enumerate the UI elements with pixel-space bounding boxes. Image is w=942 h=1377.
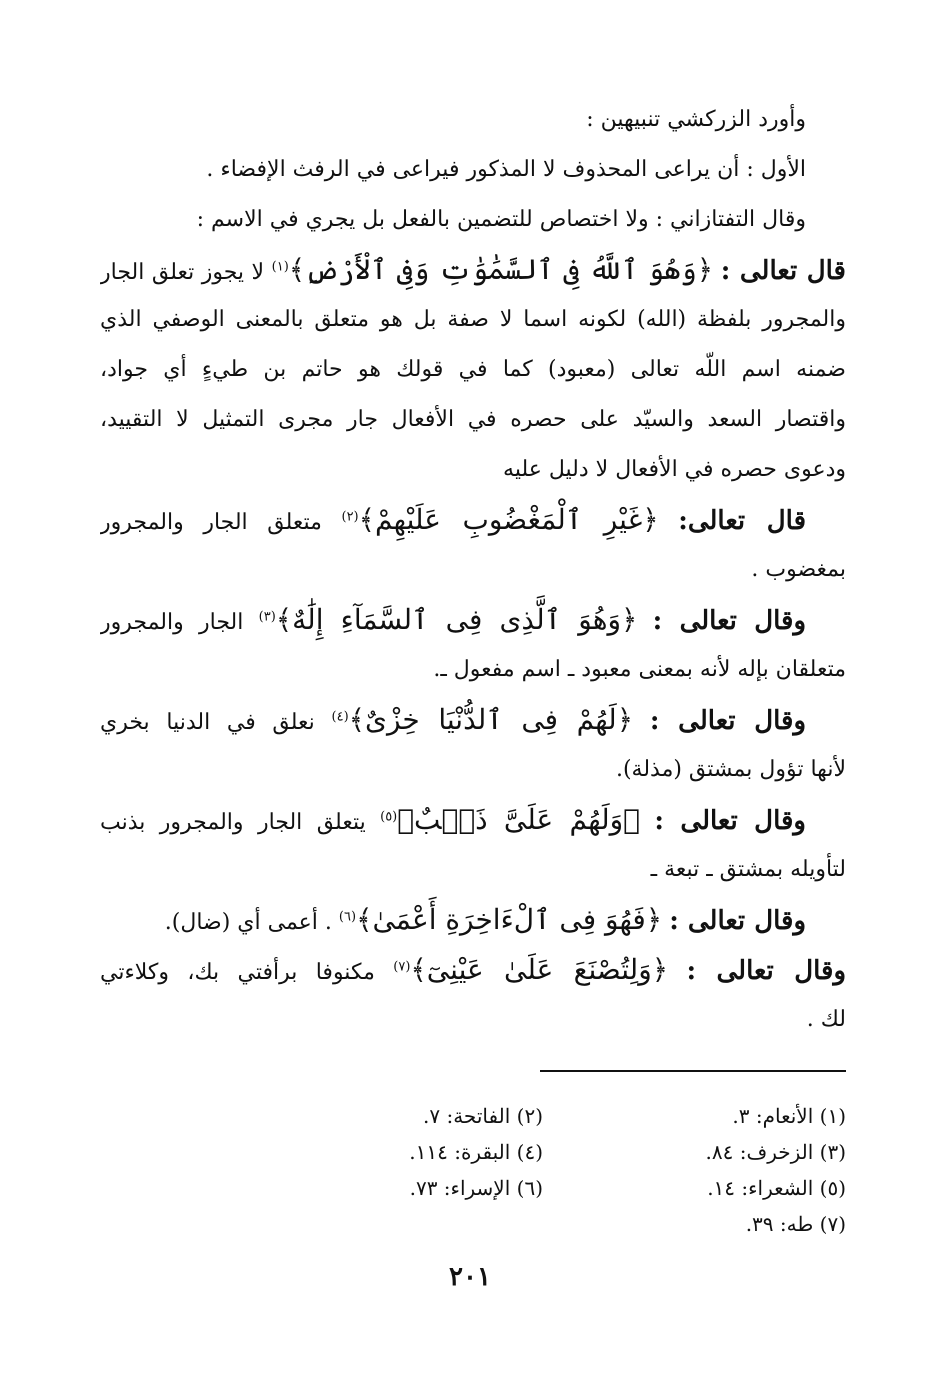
verse-commentary: . أعمى أي (ضال). [164,910,332,935]
footnote-row [240,1170,846,1206]
verse-line [100,595,846,645]
verse-lead: وقال تعالى : [669,906,806,936]
footnote-ref: (٣) [258,609,276,625]
verse-line [100,945,846,995]
text-line: متعلقان بإله لأنه بمعنى معبود ـ اسم مفعول ـ. [433,657,846,682]
quran-verse: ﴿لَهُمْ فِى ٱلدُّنْيَا خِزْىٌ﴾ [348,703,634,736]
text-line: الأول : أن يراعى المحذوف لا المذكور فيراعى في الرفث الإفضاء . [206,157,806,182]
text-line: بمغضوب . [751,557,846,582]
verse-commentary: الجار والمجرور [100,610,244,635]
footnote-ref: (٧) [393,959,411,975]
footnote [240,1206,543,1242]
footnote: (٥) الشعراء: ١٤. [707,1176,846,1200]
footnote-ref: (١) [271,259,289,275]
verse-line [100,245,846,295]
footnote-row [240,1206,846,1242]
footnote: (٢) الفاتحة: ٧. [423,1104,543,1128]
verse-lead: وقال تعالى : [649,706,807,736]
verse-commentary: نعلق في الدنيا بخري [100,710,315,735]
verse-line [100,795,846,845]
text-line: وأورد الزركشي تنبيهين : [586,107,806,132]
footnote-ref: (٢) [341,509,359,525]
footnote-row [240,1098,846,1134]
text-line: ودعوى حصره في الأفعال لا دليل عليه [503,457,846,482]
footnote: (٧) طه: ٣٩. [745,1212,846,1236]
verse-commentary: يتعلق الجار والمجرور بذنب [100,810,366,835]
verse-line [100,695,846,745]
verse-lead: وقال تعالى : [652,606,806,636]
verse-lead: وقال تعالى : [654,806,806,836]
quran-verse: ﴿وَلِتُصْنَعَ عَلَىٰ عَيْنِىٓ﴾ [410,953,669,986]
footnote: (٣) الزخرف: ٨٤. [705,1140,846,1164]
text-line: والمجرور بلفظة (الله) لكونه اسما لا صفة بل هو متعلق بالمعنى الوصفي الذي [100,307,846,332]
footnote-separator [540,1070,846,1072]
text-line: لتأويله بمشتق ـ تبعة ـ [650,857,846,882]
verse-commentary: مكنوفا برأفتي بك، وكلاءتي [100,960,375,985]
page-number: ٢٠١ [449,1262,491,1292]
quran-verse: ﴿وَلَهُمْ عَلَىَّ ذَنۢبٌ﴾ [397,803,640,836]
text-line: لأنها تؤول بمشتق (مذلة). [615,757,846,782]
quran-verse: ﴿وَهُوَ ٱلَّذِى فِى ٱلسَّمَآءِ إِلَٰهٌ﴾ [275,603,638,636]
footnote-ref: (٦) [338,909,357,925]
verse-lead: قال تعالى : [720,256,846,286]
quran-verse: ﴿فَهُوَ فِى ٱلْءَاخِرَةِ أَعْمَىٰ﴾ [356,903,663,936]
footnote: (١) الأنعام: ٣. [732,1104,846,1128]
footnote: (٦) الإسراء: ٧٣. [409,1176,543,1200]
footnote: (٤) البقرة: ١١٤. [409,1140,543,1164]
verse-line [100,895,846,945]
verse-commentary: متعلق الجار والمجرور [100,510,322,535]
main-text [100,95,846,1045]
verse-commentary: لا يجوز تعلق الجار [100,260,265,285]
footnotes [240,1098,846,1242]
verse-line [100,495,846,545]
quran-verse: ﴿وَهُوَ ٱللَّهُ فِى ٱلسَّمَٰوَٰتِ وَفِى ٱلْأَرْضِ﴾ [288,253,714,286]
footnote-row [240,1134,846,1170]
text-line: وقال التفتازاني : ولا اختصاص للتضمين بالفعل بل يجري في الاسم : [196,207,806,232]
text-line: لك . [806,1007,846,1032]
text-line: واقتصار السعد والسيّد على حصره في الأفعال جار مجرى التمثيل لا التقييد، [100,407,846,432]
footnote-ref: (٤) [331,709,349,725]
verse-lead: قال تعالى: [678,506,806,536]
text-line: ضمنه اسم اللّه تعالى (معبود) كما في قولك هو حاتم بن طيءٍ أي جواد، [100,357,846,382]
quran-verse: ﴿غَيْرِ ٱلْمَغْضُوبِ عَلَيْهِمْ﴾ [358,503,659,536]
footnote-ref: (٥) [380,809,398,825]
verse-lead: وقال تعالى : [686,956,846,986]
